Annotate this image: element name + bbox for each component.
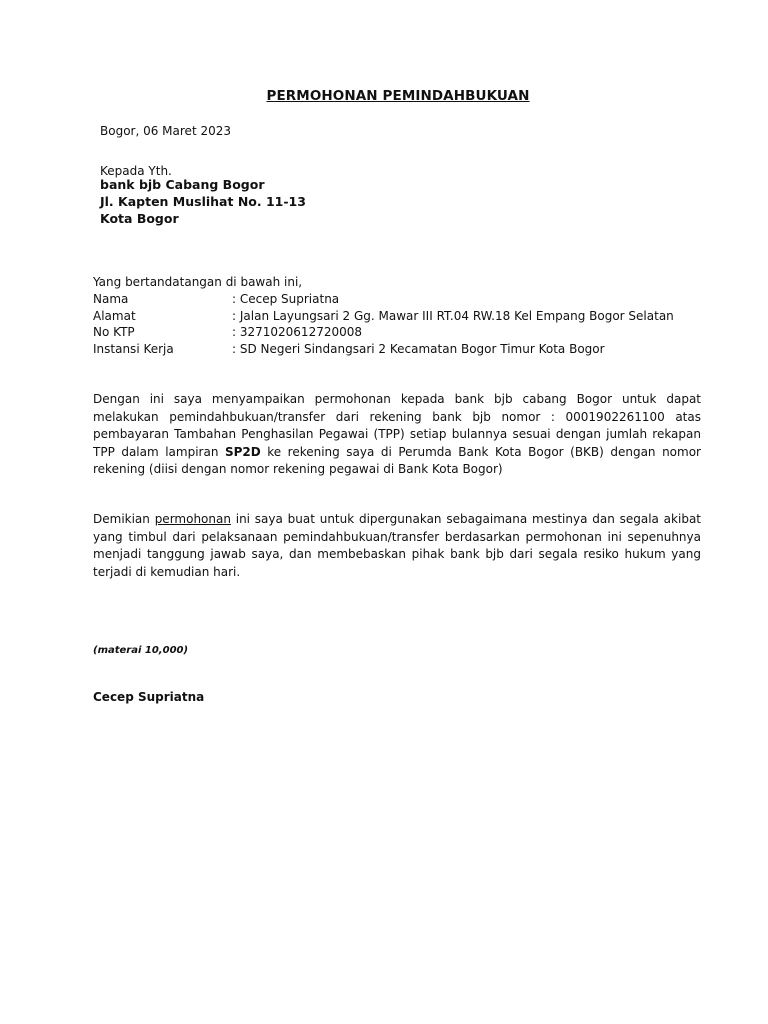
- closing-paragraph: [93, 511, 701, 581]
- field-row-no-ktp: [93, 324, 362, 340]
- recipient-city: Kota Bogor: [100, 211, 179, 226]
- request-paragraph: [93, 391, 701, 479]
- field-value: : 3271020612720008: [232, 325, 363, 339]
- field-value: : Jalan Layungsari 2 Gg. Mawar III RT.04 RW.18 Kel Empang Bogor Selatan: [232, 309, 674, 323]
- intro-text: Yang bertandatangan di bawah ini,: [93, 275, 303, 289]
- field-label: Nama: [93, 292, 129, 306]
- closing-text-underlined: permohonan: [154, 512, 231, 526]
- request-text-bold: SP2D: [224, 444, 261, 459]
- place-date: Bogor, 06 Maret 2023: [100, 124, 231, 138]
- signatory-name: Cecep Supriatna: [93, 690, 205, 704]
- materai-note: (materai 10,000): [93, 645, 189, 656]
- field-label: Instansi Kerja: [93, 342, 174, 356]
- request-text-part1: Dengan ini saya menyampaikan permohonan kepada bank bjb cabang Bogor untuk dapat melakukan pemindahbukuan/transfer dari rekening bank bjb nomor : 0001902261100 atas pembayaran Tambahan Penghasilan Pegawai (TPP) setiap bulannya sesuai dengan jumlah rekapan TPP dalam lampiran: [93, 392, 701, 459]
- field-row-nama: [93, 291, 339, 307]
- closing-text-part2: ini saya buat untuk dipergunakan sebagaimana mestinya dan segala akibat yang timbul dari pelaksanaan pemindahbukuan/transfer berdasarkan permohonan ini sepenuhnya menjadi tanggung jawab saya, dan membebaskan pihak bank bjb dari segala resiko hukum yang terjadi di kemudian hari.: [93, 512, 701, 579]
- field-label: No KTP: [93, 325, 135, 339]
- document-title: PERMOHONAN PEMINDAHBUKUAN: [266, 88, 530, 104]
- closing-text-part1: Demikian: [93, 512, 155, 526]
- field-row-instansi: [93, 341, 605, 357]
- request-text-part2: ke rekening saya di Perumda Bank Kota Bogor (BKB) dengan nomor rekening (diisi dengan nomor rekening pegawai di Bank Kota Bogor): [93, 444, 701, 476]
- field-row-alamat: [93, 308, 674, 324]
- recipient-bank: bank bjb Cabang Bogor: [100, 177, 265, 192]
- field-label: Alamat: [93, 309, 136, 323]
- field-value: : Cecep Supriatna: [232, 292, 340, 306]
- recipient-street: Jl. Kapten Muslihat No. 11-13: [100, 194, 306, 209]
- recipient-salutation: Kepada Yth.: [100, 164, 172, 178]
- field-value: : SD Negeri Sindangsari 2 Kecamatan Bogor Timur Kota Bogor: [232, 342, 605, 356]
